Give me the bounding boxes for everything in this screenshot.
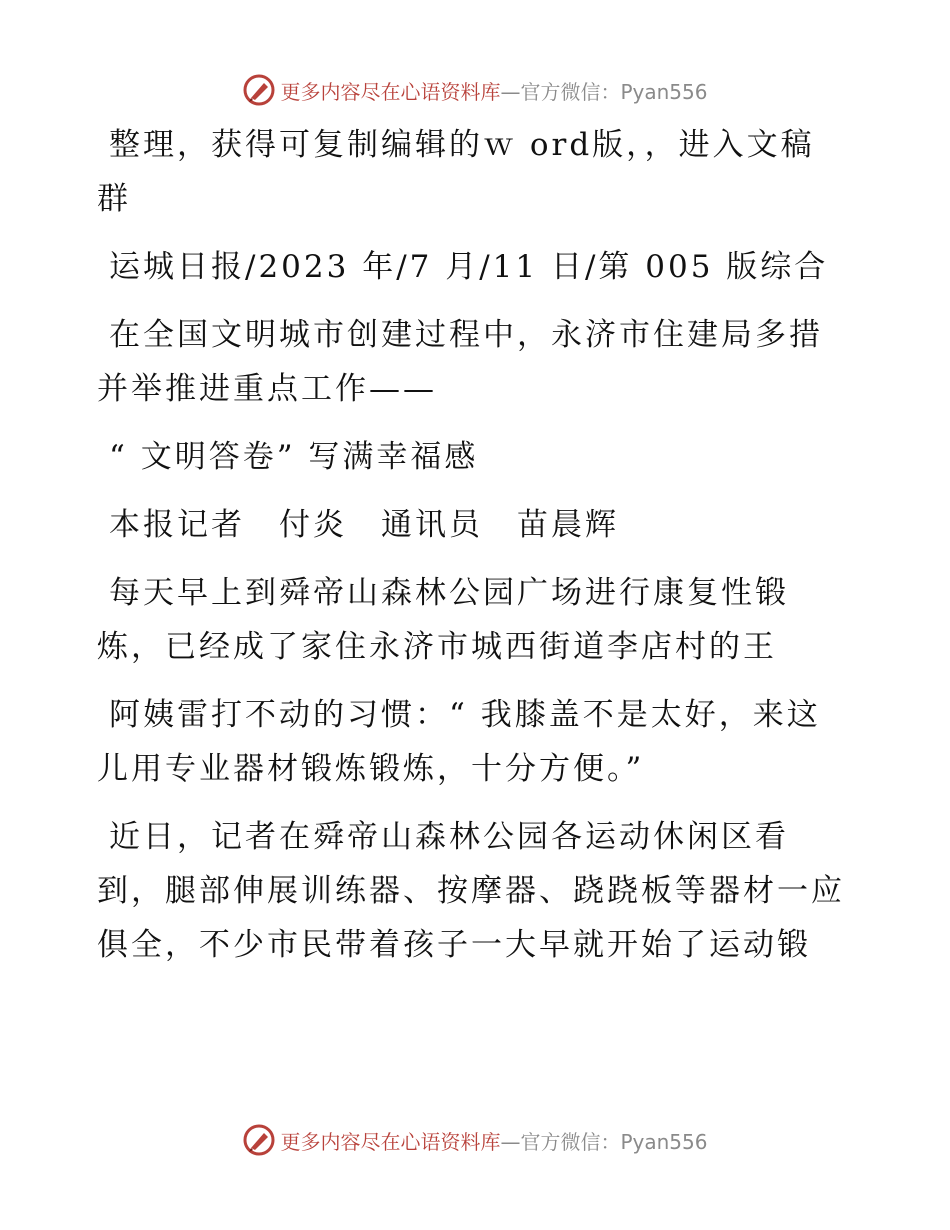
source-line	[97, 240, 857, 294]
text-line: 每天早上到舜帝山森林公园广场进行康复性锻	[109, 575, 789, 611]
footer-banner-text: 更多内容尽在心语资料库—官方微信：Pyan556	[280, 1129, 708, 1154]
text-line: 到，腿部伸展训练器、按摩器、跷跷板等器材一应	[97, 873, 845, 909]
pen-logo-icon	[242, 1123, 276, 1157]
text-line: 在全国文明城市创建过程中，永济市住建局多措	[109, 317, 823, 353]
paragraph	[97, 810, 857, 972]
paragraph	[97, 308, 857, 416]
footer-banner	[0, 1120, 950, 1160]
header-banner	[0, 70, 950, 110]
text-line: 近日，记者在舜帝山森林公园各运动休闲区看	[109, 819, 789, 855]
document-body	[97, 118, 857, 986]
paragraph	[97, 688, 857, 796]
text-line: 整理，获得可复制编辑的ｗ ord版，，进入文稿	[109, 127, 815, 163]
pen-logo-icon	[242, 73, 276, 107]
paragraph	[97, 566, 857, 674]
text-line: 阿姨雷打不动的习惯：“ 我膝盖不是太好，来这	[109, 697, 821, 733]
header-banner-text: 更多内容尽在心语资料库—官方微信：Pyan556	[280, 79, 708, 104]
paragraph	[97, 118, 857, 226]
text-line: 儿用专业器材锻炼锻炼，十分方便。”	[97, 751, 645, 787]
text-line: 并举推进重点工作——	[97, 371, 437, 407]
article-title	[97, 430, 857, 484]
text-line: “ 文明答卷” 写满幸福感	[109, 439, 479, 475]
byline	[97, 498, 857, 552]
text-line: 运城日报/2023 年/7 月/11 日/第 005 版综合	[109, 249, 829, 285]
text-line: 俱全，不少市民带着孩子一大早就开始了运动锻	[97, 927, 811, 963]
text-line: 炼，已经成了家住永济市城西街道李店村的王	[97, 629, 777, 665]
text-line: 本报记者 付炎 通讯员 苗晨辉	[109, 507, 619, 543]
text-line: 群	[97, 181, 131, 217]
